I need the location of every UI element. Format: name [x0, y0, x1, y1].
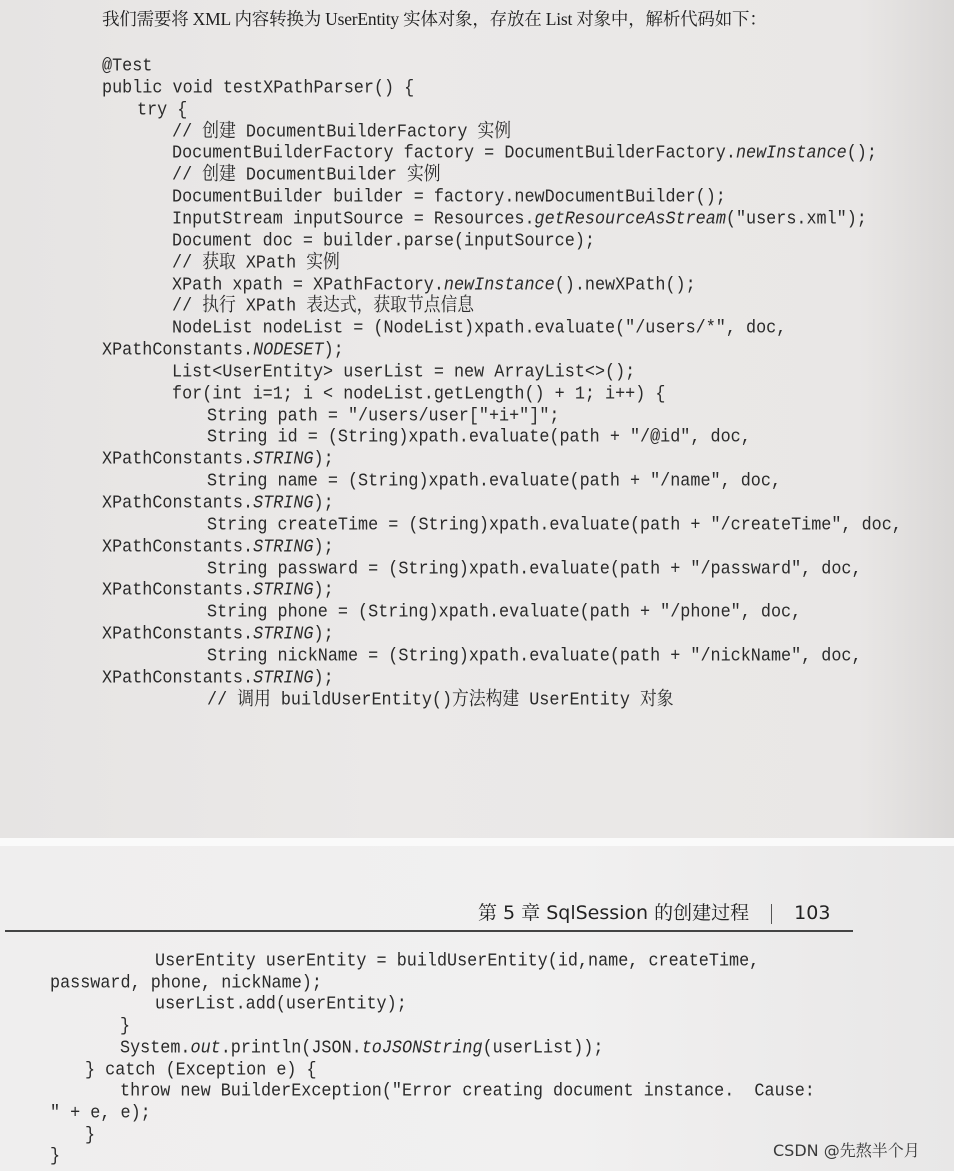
code-line — [120, 1016, 130, 1038]
code-line — [207, 471, 781, 493]
code-line — [172, 384, 665, 406]
code-token: public void testXPathParser() { — [102, 77, 415, 99]
watermark: CSDN @先熬半个月 — [773, 1141, 920, 1160]
page-number: 103 — [794, 902, 831, 924]
code-token: ("users.xml"); — [725, 208, 867, 231]
code-line — [155, 994, 407, 1016]
code-line — [50, 1146, 60, 1168]
code-line — [102, 56, 152, 78]
code-token: ); — [313, 449, 334, 471]
code-line — [172, 165, 441, 187]
code-line — [172, 362, 635, 384]
code-token: } — [85, 1124, 96, 1146]
intro-paragraph: 我们需要将 XML 内容转换为 UserEntity 实体对象，存放在 List 对象中，解析代码如下： — [102, 9, 767, 29]
code-token: try { — [137, 99, 188, 121]
running-header — [478, 898, 830, 925]
code-line — [102, 493, 334, 515]
code-line — [207, 602, 801, 624]
code-token: String nickName = (String)xpath.evaluate(path + "/nickName", doc, — [207, 645, 862, 668]
code-line — [172, 296, 474, 318]
code-token: InputStream inputSource = Resources. — [172, 208, 535, 231]
code-token: XPathConstants. — [102, 449, 254, 471]
code-token: STRING — [253, 580, 314, 602]
code-token: XPathConstants. — [102, 339, 254, 362]
header-separator — [771, 904, 772, 924]
code-token: System. — [120, 1037, 191, 1059]
code-token: XPath xpath = XPathFactory. — [172, 274, 444, 296]
code-line — [172, 209, 867, 231]
code-token: XPathConstants. — [102, 492, 254, 515]
code-token: STRING — [253, 449, 314, 471]
code-token: STRING — [253, 492, 314, 515]
code-token: NodeList nodeList = (NodeList)xpath.evaluate("/users/*", doc, — [172, 317, 787, 340]
code-token: throw new BuilderException("Error creating document instance. Cause: — [120, 1080, 815, 1103]
code-token: } catch (Exception e) { — [85, 1059, 317, 1081]
code-token: XPathConstants. — [102, 580, 254, 602]
code-token: String path = "/users/user["+i+"]"; — [207, 405, 560, 427]
code-token: @Test — [102, 55, 153, 78]
code-line — [85, 1059, 317, 1081]
code-token: ); — [313, 623, 334, 646]
code-token: getResourceAsStream — [534, 208, 726, 231]
page-gap — [0, 838, 954, 846]
code-token: passward, phone, nickName); — [50, 972, 322, 994]
code-token: } — [120, 1015, 131, 1038]
code-token: (userList)); — [482, 1037, 604, 1059]
code-line — [172, 187, 726, 209]
code-token: XPathConstants. — [102, 623, 254, 646]
code-token: toJSONString — [361, 1037, 483, 1059]
code-token: ); — [323, 339, 344, 362]
code-token: XPathConstants. — [102, 536, 254, 558]
code-line — [207, 689, 674, 711]
code-line — [102, 340, 344, 362]
code-token: Document doc = builder.parse(inputSource); — [172, 230, 595, 252]
code-token: ); — [313, 667, 334, 689]
code-token: DocumentBuilderFactory factory = DocumentBuilderFactory. — [172, 143, 736, 165]
code-token: String createTime = (String)xpath.evaluate(path + "/createTime", doc, — [207, 514, 902, 536]
code-line — [120, 1038, 603, 1060]
code-line — [172, 274, 696, 296]
code-token: String phone = (String)xpath.evaluate(path + "/phone", doc, — [207, 602, 802, 624]
code-token: UserEntity userEntity = buildUserEntity(id,name, createTime, — [155, 950, 760, 973]
code-token: DocumentBuilder builder = factory.newDocumentBuilder(); — [172, 186, 726, 209]
code-line — [172, 143, 877, 165]
code-line — [102, 624, 334, 646]
code-line — [172, 252, 340, 274]
code-token: ); — [313, 536, 334, 558]
header-rule — [5, 930, 853, 932]
code-line — [102, 78, 414, 100]
code-token: (); — [846, 143, 877, 165]
code-token: } — [50, 1146, 61, 1168]
code-line — [207, 646, 862, 668]
code-token: out — [190, 1037, 221, 1059]
code-token: STRING — [253, 667, 314, 689]
code-token: // 执行 XPath 表达式，获取节点信息 — [172, 296, 475, 318]
code-token: .println(JSON. — [220, 1037, 362, 1059]
code-token: List<UserEntity> userList = new ArrayList<>(); — [172, 361, 636, 383]
code-line — [120, 1081, 815, 1103]
code-line — [207, 405, 559, 427]
code-token: // 调用 buildUserEntity()方法构建 UserEntity 对象 — [207, 689, 674, 711]
code-line — [207, 427, 751, 449]
code-line — [137, 99, 187, 121]
code-token: userList.add(userEntity); — [155, 994, 407, 1016]
code-token: String id = (String)xpath.evaluate(path + "/@id", doc, — [207, 427, 751, 449]
code-token: XPathConstants. — [102, 667, 254, 689]
code-line — [102, 449, 334, 471]
code-token: ); — [313, 492, 334, 515]
code-token: ().newXPath(); — [554, 274, 696, 296]
code-token: String name = (String)xpath.evaluate(path + "/name", doc, — [207, 470, 782, 493]
code-token: STRING — [253, 623, 314, 646]
chapter-title: 第 5 章 SqlSession 的创建过程 — [478, 902, 750, 924]
code-line — [207, 558, 862, 580]
code-token: // 获取 XPath 实例 — [172, 252, 340, 274]
code-line — [50, 972, 322, 994]
code-token: ); — [313, 580, 334, 602]
code-token: newInstance — [443, 274, 555, 296]
code-line — [50, 1103, 151, 1125]
code-line — [102, 580, 334, 602]
code-line — [207, 515, 902, 537]
code-token: // 创建 DocumentBuilder 实例 — [172, 165, 441, 187]
code-token: newInstance — [735, 143, 847, 165]
code-line — [85, 1124, 95, 1146]
code-line — [102, 536, 334, 558]
code-line — [172, 318, 786, 340]
code-token: STRING — [253, 536, 314, 558]
code-line — [155, 951, 759, 973]
code-line — [172, 121, 511, 143]
code-token: " + e, e); — [50, 1102, 151, 1124]
code-line — [102, 668, 334, 690]
code-token: for(int i=1; i < nodeList.getLength() + 1; i++) { — [172, 383, 666, 405]
code-token: String passward = (String)xpath.evaluate(path + "/passward", doc, — [207, 558, 862, 580]
code-token: // 创建 DocumentBuilderFactory 实例 — [172, 121, 512, 143]
code-line — [172, 231, 595, 253]
code-token: NODESET — [253, 339, 324, 362]
